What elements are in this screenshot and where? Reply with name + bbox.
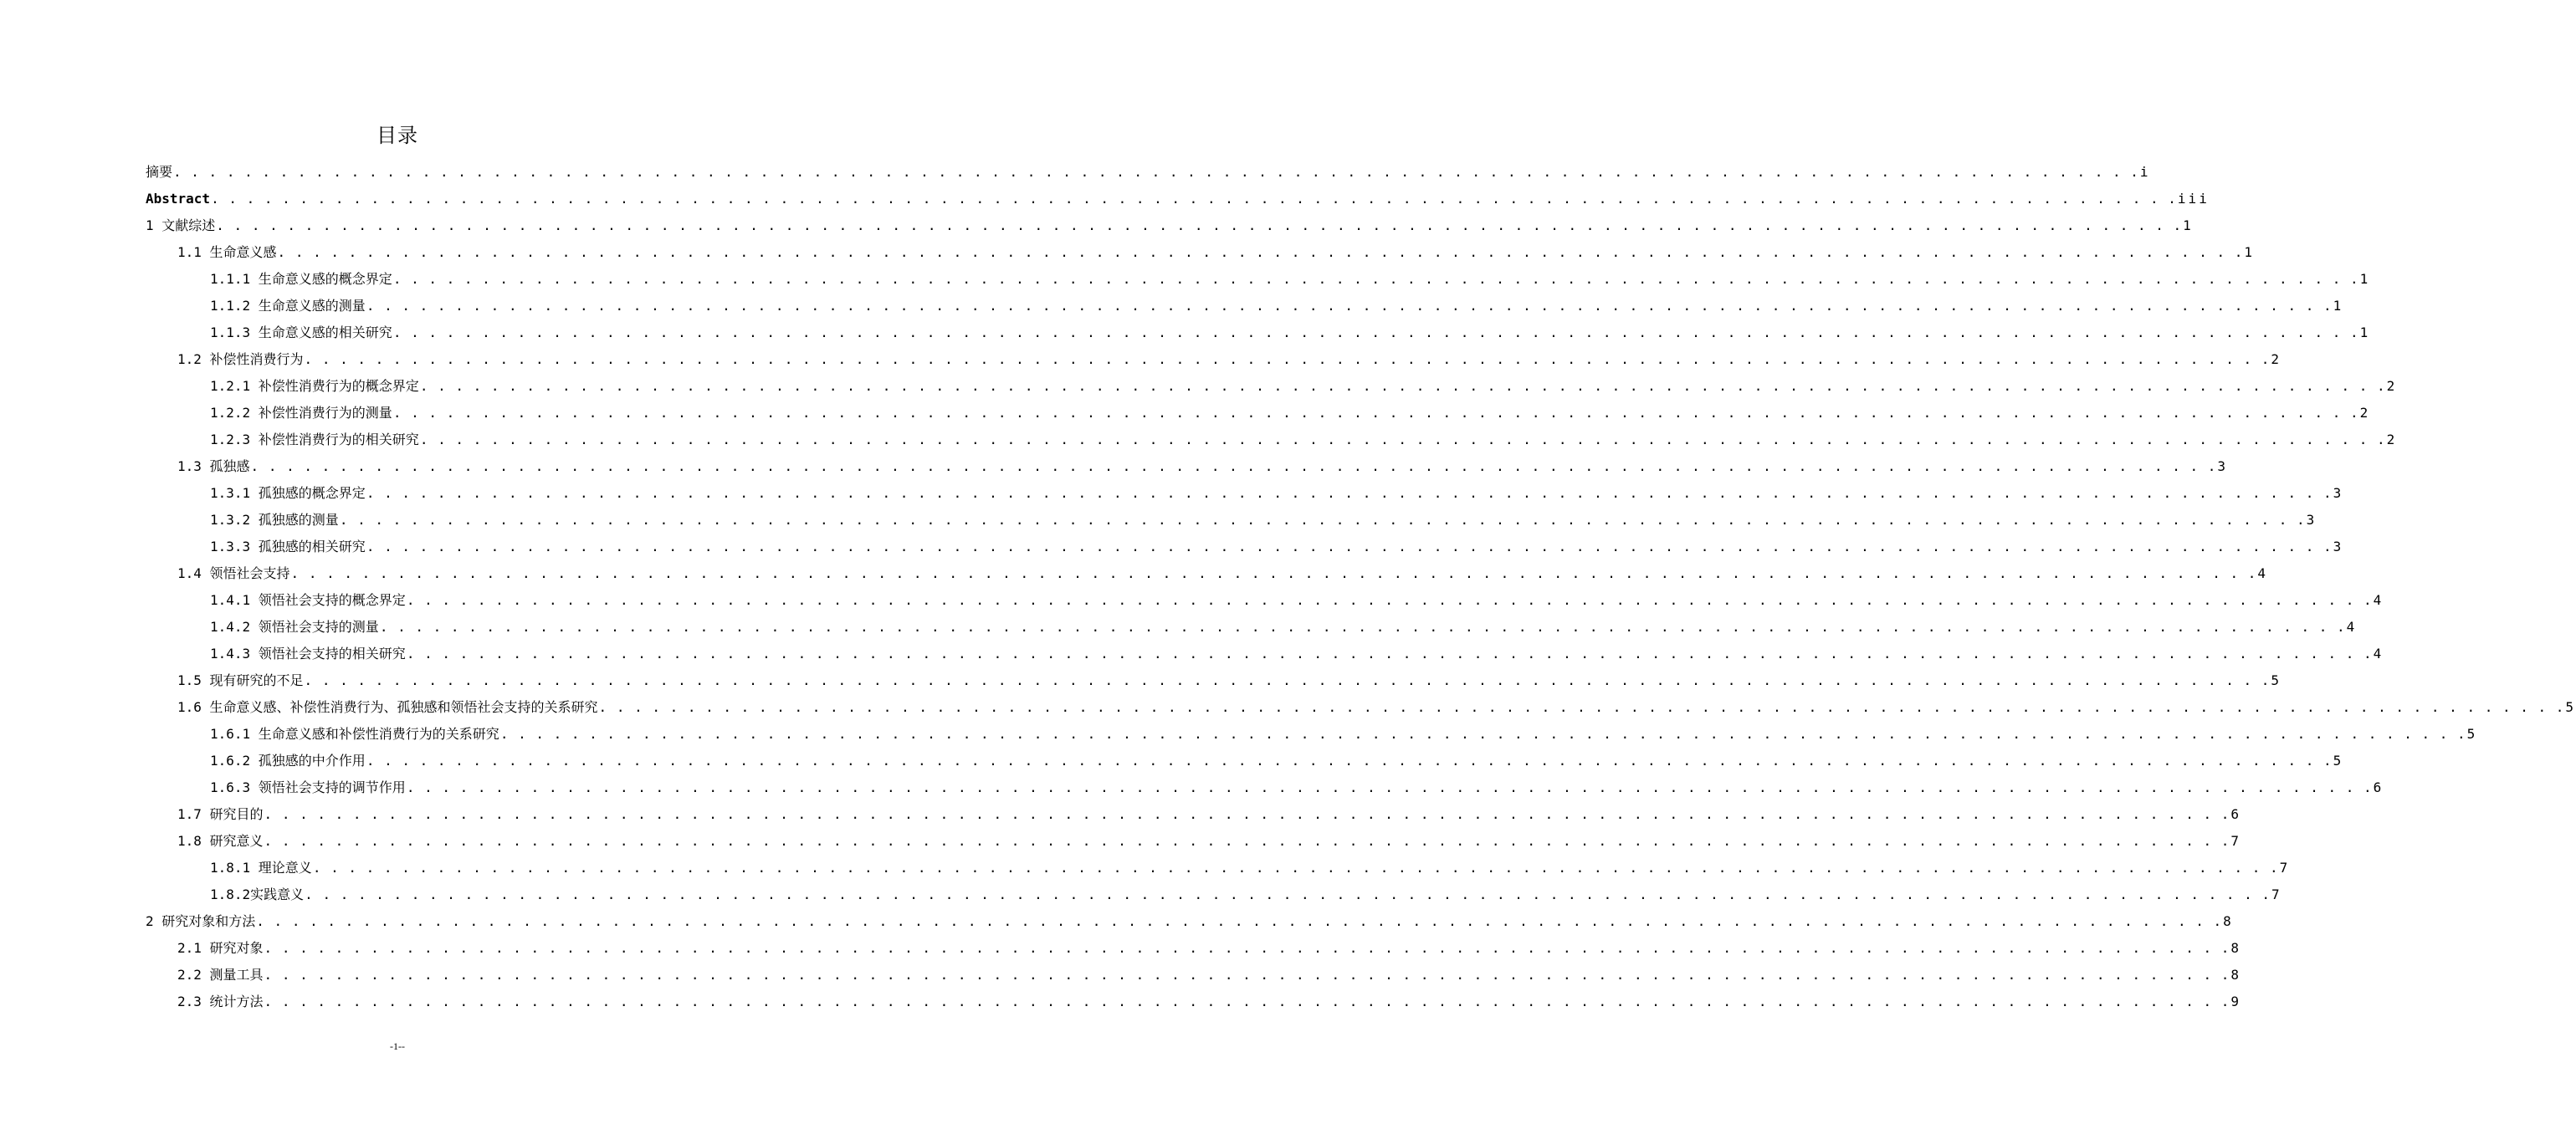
toc-entry-page-number: 2 (2359, 405, 2371, 421)
toc-entry-label: 1.2.3 补偿性消费行为的相关研究 (210, 432, 419, 447)
toc-entry-label: 1.1.1 生命意义感的概念界定 (210, 271, 392, 287)
toc-dot-leader (264, 962, 2230, 989)
toc-entry[interactable] (146, 427, 2398, 453)
toc-entry-label: 1.4.2 领悟社会支持的测量 (210, 619, 379, 635)
toc-dot-leader (393, 319, 2359, 346)
toc-entry-page-number: 3 (2333, 539, 2344, 554)
toc-dot-leader (500, 721, 2466, 748)
toc-entry[interactable] (146, 614, 2358, 641)
toc-entry-page-number: 4 (2373, 592, 2384, 608)
toc-dot-leader (366, 480, 2333, 507)
toc-entry-label: 1.1.3 生命意义感的相关研究 (210, 324, 392, 340)
toc-entry-label: 1.4 领悟社会支持 (177, 565, 290, 581)
toc-entry-page-number: 9 (2230, 994, 2242, 1009)
toc-entry-page-number: 6 (2373, 779, 2384, 795)
toc-entry[interactable] (146, 266, 2371, 293)
toc-entry-label: 1 文献综述 (146, 217, 216, 233)
toc-entry-label: 1.6.1 生命意义感和补偿性消费行为的关系研究 (210, 726, 499, 742)
toc-dot-leader (305, 667, 2271, 694)
toc-entry[interactable] (146, 159, 2151, 186)
toc-entry[interactable] (146, 186, 2210, 212)
toc-dot-leader (366, 293, 2333, 319)
page-number-footer: -1-- (390, 1040, 405, 1052)
toc-entry[interactable] (146, 212, 2194, 239)
toc-dot-leader (599, 694, 2565, 721)
toc-entry-label: 1.3.2 孤独感的测量 (210, 512, 339, 528)
toc-dot-leader (264, 935, 2230, 962)
toc-entry-page-number: 4 (2346, 619, 2358, 635)
toc-entry-label: 1.6 生命意义感、补偿性消费行为、孤独感和领悟社会支持的关系研究 (177, 699, 598, 715)
toc-entry-label: 1.7 研究目的 (177, 806, 264, 822)
toc-entry-label: 1.2.2 补偿性消费行为的测量 (210, 405, 392, 421)
toc-dot-leader (407, 774, 2373, 801)
toc-dot-leader (173, 159, 2139, 186)
toc-entry[interactable] (146, 855, 2291, 881)
toc-dot-leader (393, 266, 2359, 293)
toc-entry-page-number: 5 (2565, 699, 2576, 715)
toc-entry[interactable] (146, 346, 2282, 373)
toc-entry-page-number: 1 (2244, 244, 2256, 260)
toc-dot-leader (366, 748, 2333, 774)
toc-entry[interactable] (146, 774, 2384, 801)
toc-entry[interactable] (146, 667, 2282, 694)
toc-entry-page-number: iii (2177, 191, 2210, 207)
toc-entry[interactable] (146, 534, 2344, 560)
toc-entry-page-number: 2 (2386, 378, 2398, 394)
toc-entry-label: 2.2 测量工具 (177, 967, 264, 983)
toc-entry-label: Abstract (146, 191, 211, 207)
toc-entry-label: 1.5 现有研究的不足 (177, 672, 304, 688)
toc-entry-label: 1.8 研究意义 (177, 833, 264, 849)
toc-dot-leader (278, 239, 2244, 266)
toc-entry-label: 1.4.1 领悟社会支持的概念界定 (210, 592, 406, 608)
toc-entry-label: 2.1 研究对象 (177, 940, 264, 956)
toc-entry-page-number: 7 (2279, 860, 2291, 876)
toc-entry[interactable] (146, 319, 2371, 346)
toc-entry[interactable] (146, 828, 2242, 855)
toc-dot-leader (313, 855, 2279, 881)
toc-entry-label: 1.2.1 补偿性消费行为的概念界定 (210, 378, 419, 394)
toc-entry[interactable] (146, 908, 2234, 935)
toc-entry-page-number: 3 (2306, 512, 2317, 528)
toc-entry-page-number: 5 (2466, 726, 2478, 742)
toc-entry-label: 1.8.1 理论意义 (210, 860, 312, 876)
toc-entry-label: 1.3.1 孤独感的概念界定 (210, 485, 366, 501)
toc-entry-page-number: 1 (2359, 271, 2371, 287)
toc-entry-page-number: 3 (2217, 458, 2229, 474)
toc-entry[interactable] (146, 935, 2242, 962)
toc-entry[interactable] (146, 239, 2256, 266)
toc-entry[interactable] (146, 641, 2384, 667)
toc-entry[interactable] (146, 453, 2229, 480)
toc-dot-leader (256, 908, 2222, 935)
toc-entry-page-number: 8 (2223, 913, 2234, 929)
toc-entry-label: 1.2 补偿性消费行为 (177, 351, 304, 367)
toc-entry-label: 1.4.3 领悟社会支持的相关研究 (210, 646, 406, 662)
toc-entry-label: 1.1.2 生命意义感的测量 (210, 298, 366, 314)
toc-dot-leader (264, 989, 2230, 1015)
toc-entry[interactable] (146, 748, 2344, 774)
toc-entry-label: 1.1 生命意义感 (177, 244, 277, 260)
toc-entry[interactable] (146, 373, 2398, 400)
toc-entry-label: 1.6.3 领悟社会支持的调节作用 (210, 779, 406, 795)
toc-entry-page-number: 1 (2359, 324, 2371, 340)
toc-entry[interactable] (146, 881, 2282, 908)
toc-dot-leader (305, 346, 2271, 373)
toc-entry-page-number: 7 (2271, 886, 2282, 902)
toc-entry-page-number: 2 (2386, 432, 2398, 447)
page-title: 目录 (376, 124, 418, 147)
toc-dot-leader (366, 534, 2333, 560)
toc-dot-leader (216, 212, 2182, 239)
table-of-contents (146, 159, 2576, 1015)
toc-dot-leader (291, 560, 2257, 587)
toc-entry-page-number: i (2139, 164, 2151, 180)
toc-entry-label: 1.6.2 孤独感的中介作用 (210, 753, 366, 769)
toc-entry[interactable] (146, 560, 2269, 587)
toc-entry-label: 摘要 (146, 164, 173, 180)
toc-entry[interactable] (146, 480, 2344, 507)
toc-entry[interactable] (146, 694, 2576, 721)
toc-entry-label: 2 研究对象和方法 (146, 913, 256, 929)
toc-dot-leader (380, 614, 2346, 641)
toc-dot-leader (420, 427, 2386, 453)
toc-entry-label: 2.3 统计方法 (177, 994, 264, 1009)
toc-entry-page-number: 4 (2373, 646, 2384, 662)
toc-entry-page-number: 7 (2230, 833, 2242, 849)
toc-entry[interactable] (146, 801, 2242, 828)
toc-entry-page-number: 1 (2333, 298, 2344, 314)
toc-entry-page-number: 2 (2271, 351, 2282, 367)
toc-entry-page-number: 8 (2230, 940, 2242, 956)
toc-entry[interactable] (146, 293, 2344, 319)
toc-dot-leader (393, 400, 2359, 427)
toc-entry-page-number: 5 (2271, 672, 2282, 688)
toc-dot-leader (211, 186, 2177, 212)
toc-entry[interactable] (146, 587, 2384, 614)
toc-entry[interactable] (146, 400, 2371, 427)
toc-dot-leader (407, 641, 2373, 667)
toc-entry-label: 1.3 孤独感 (177, 458, 250, 474)
toc-entry-page-number: 5 (2333, 753, 2344, 769)
toc-dot-leader (407, 587, 2373, 614)
toc-entry[interactable] (146, 962, 2242, 989)
toc-entry[interactable] (146, 507, 2317, 534)
toc-entry[interactable] (146, 721, 2478, 748)
toc-dot-leader (251, 453, 2217, 480)
toc-entry-label: 1.3.3 孤独感的相关研究 (210, 539, 366, 554)
toc-entry-page-number: 8 (2230, 967, 2242, 983)
toc-entry-page-number: 4 (2257, 565, 2269, 581)
toc-dot-leader (340, 507, 2306, 534)
toc-dot-leader (420, 373, 2386, 400)
toc-entry-page-number: 6 (2230, 806, 2242, 822)
toc-entry-page-number: 3 (2333, 485, 2344, 501)
toc-entry[interactable] (146, 989, 2242, 1015)
toc-entry-label: 1.8.2实践意义 (210, 886, 305, 902)
toc-dot-leader (305, 881, 2271, 908)
toc-dot-leader (264, 801, 2230, 828)
toc-dot-leader (264, 828, 2230, 855)
toc-entry-page-number: 1 (2183, 217, 2194, 233)
